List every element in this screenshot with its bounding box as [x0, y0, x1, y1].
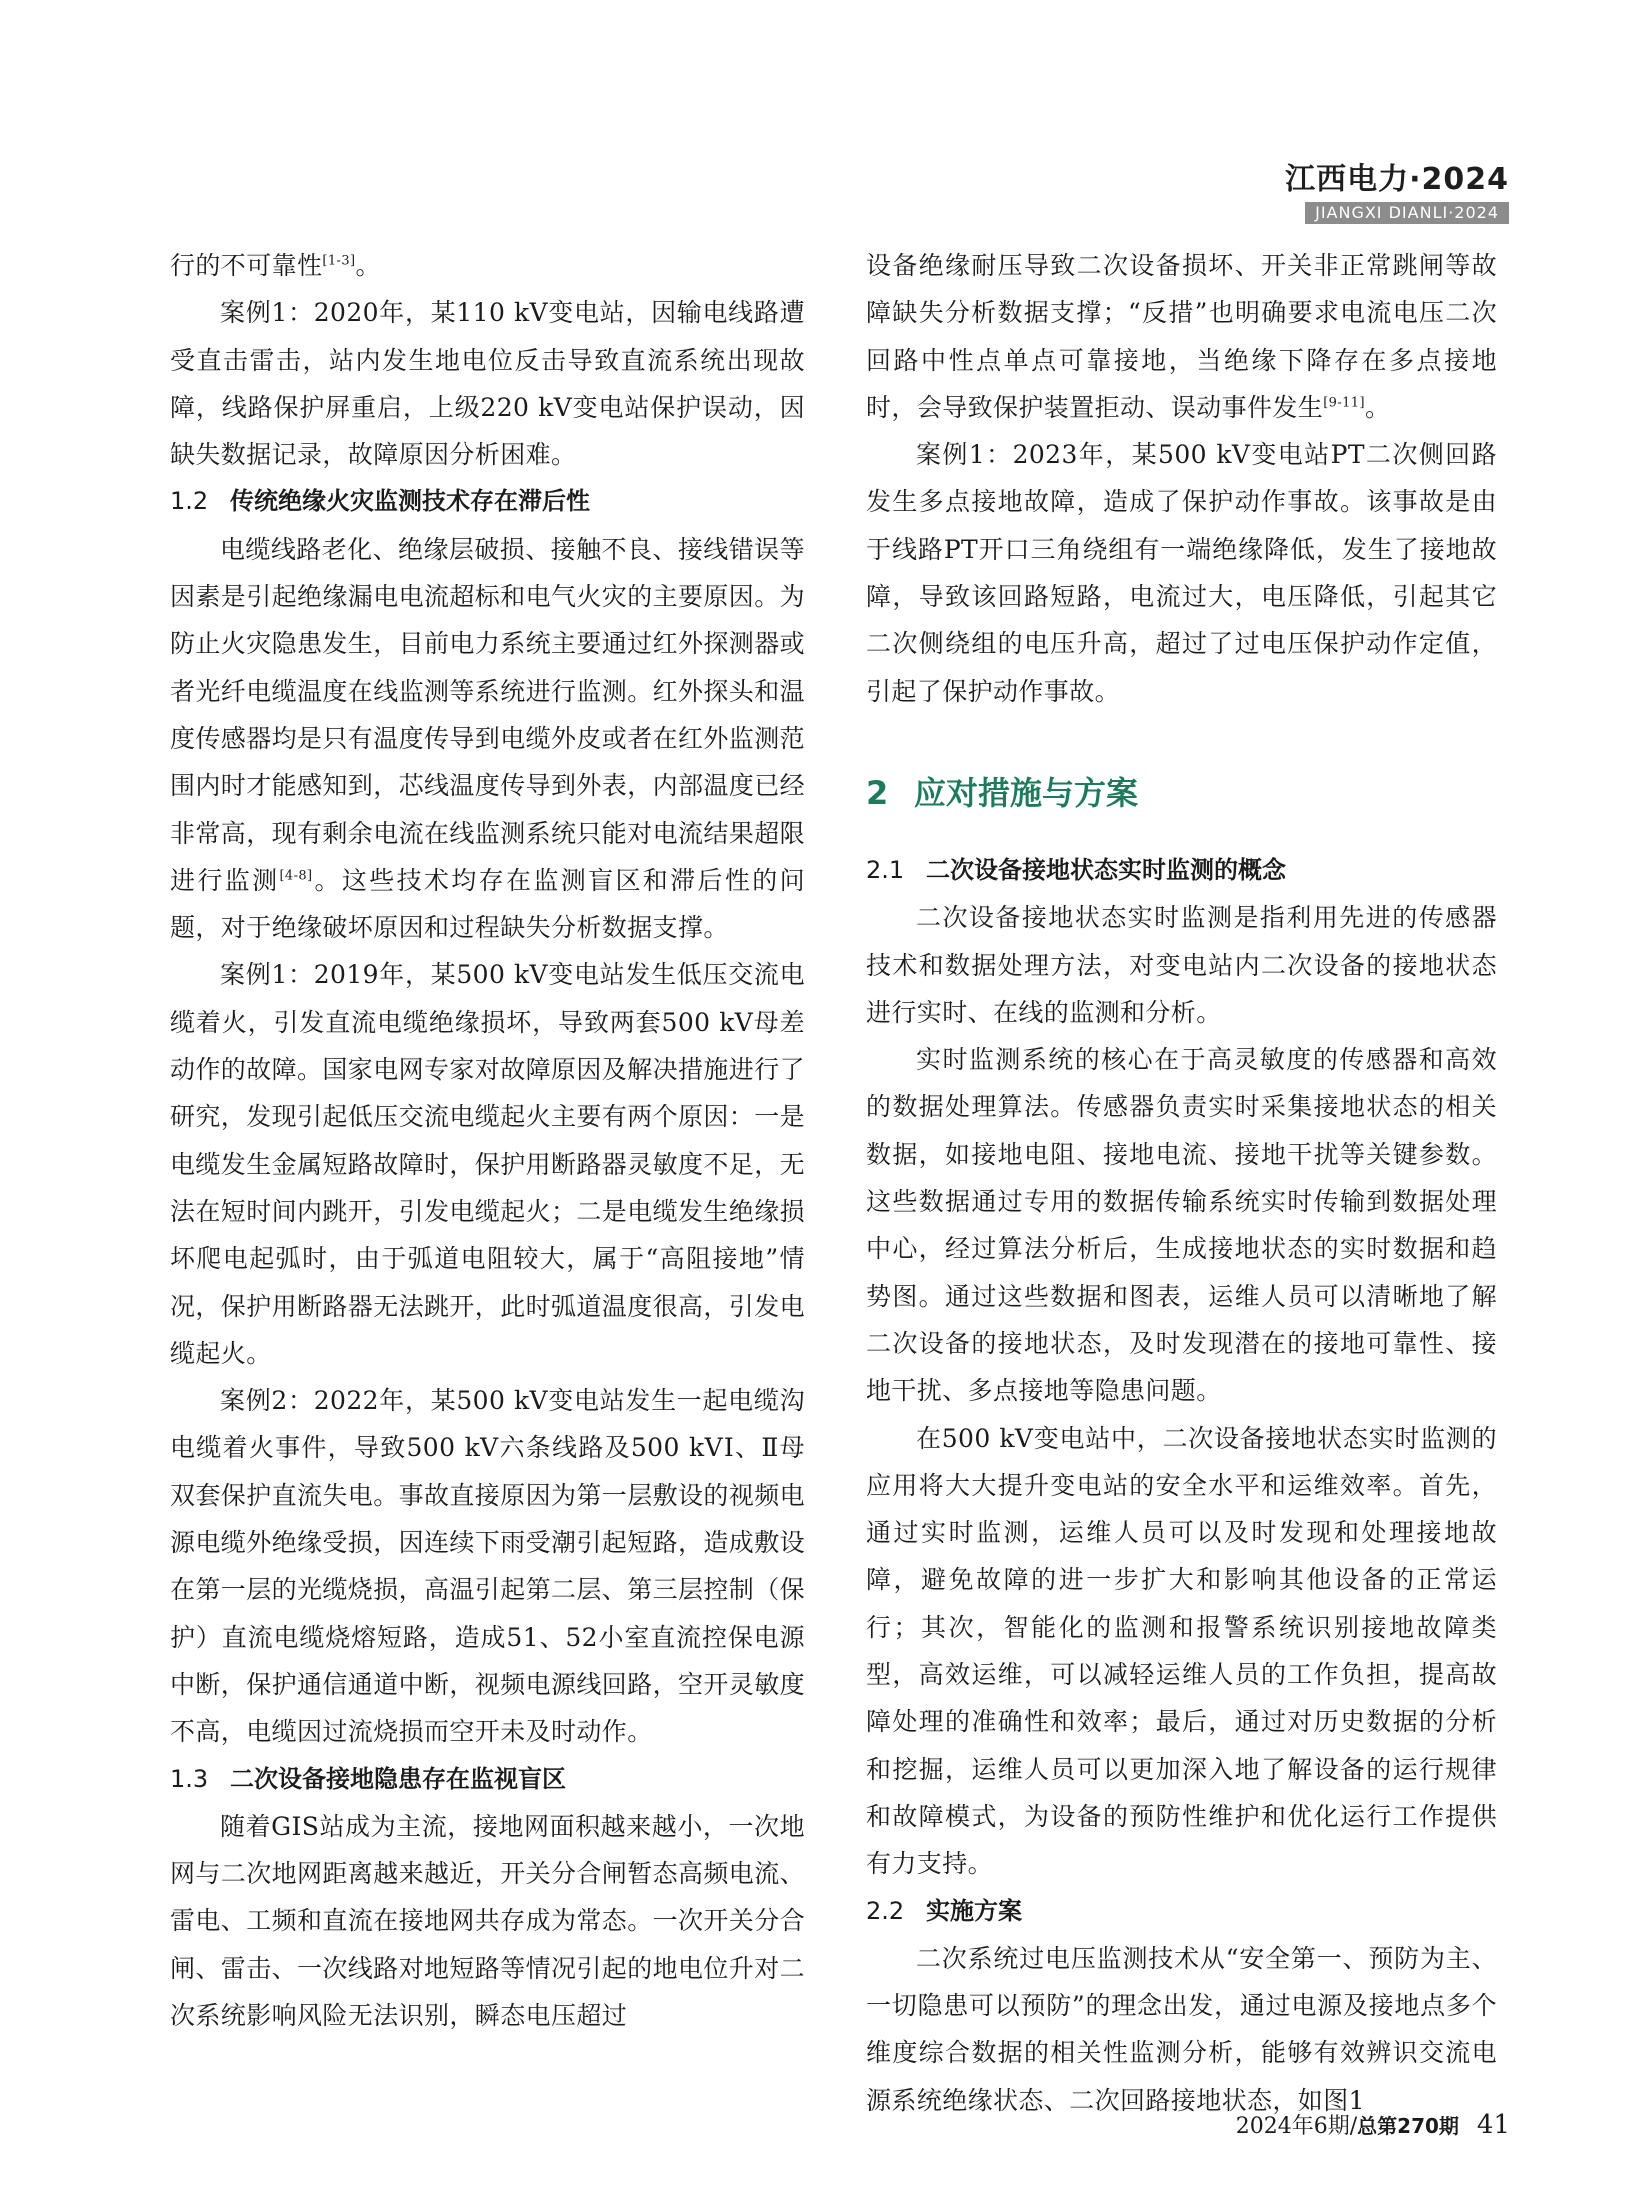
citation-ref: [1-3]	[322, 253, 356, 269]
journal-header	[1285, 162, 1509, 224]
paragraph-text: 。这些技术均存在监测盲区和滞后性的问题，对于绝缘破坏原因和过程缺失分析数据支撑。	[170, 865, 806, 943]
section-title: 传统绝缘火灾监测技术存在滞后性	[230, 487, 590, 516]
journal-subtitle: JIANGXI DIANLI·2024	[1305, 202, 1509, 224]
issue-info: 2024年6期/	[1235, 2114, 1358, 2139]
paragraph: 在500 kV变电站中，二次设备接地状态实时监测的应用将大大提升变电站的安全水平和运维效率。首先，通过实时监测，运维人员可以及时发现和处理接地故障，避免故障的进一步扩大和影响其他设备的正常运行；其次，智能化的监测和报警系统识别接地故障类型，高效运维，可以减轻运维人员的工作负担，提高故障处理的准确性和效率；最后，通过对历史数据的分析和挖掘，运维人员可以更加深入地了解设备的运行规律和故障模式，为设备的预防性维护和优化运行工作提供有力支持。	[866, 1423, 1497, 1879]
section-title: 二次设备接地隐患存在监视盲区	[230, 1764, 566, 1793]
chapter-number: 2	[866, 773, 889, 812]
paragraph-text: 电缆线路老化、绝缘层破损、接触不良、接线错误等因素是引起绝缘漏电电流超标和电气火灾的主要原因。为防止火灾隐患发生，目前电力系统主要通过红外探测器或者光纤电缆温度在线监测等系统进行监测。红外探头和温度传感器均是只有温度传导到电缆外皮或者在红外监测范围内时才能感知到，芯线温度传导到外表，内部温度已经非常高，现有剩余电流在线监测系统只能对电流结果超限进行监测	[170, 534, 806, 895]
paragraph-text: 。	[1364, 392, 1391, 422]
right-column	[866, 242, 1497, 2124]
chapter-heading-2	[866, 769, 1497, 817]
total-issue: 总第270期	[1357, 2114, 1459, 2138]
paragraph: 案例1：2020年，某110 kV变电站，因输电线路遭受直击雷击，站内发生地电位反击导致直流系统出现故障，线路保护屏重启，上级220 kV变电站保护误动，因缺失数据记录，故障原因分析困难。	[170, 298, 805, 470]
paragraph: 二次设备接地状态实时监测是指利用先进的传感器技术和数据处理方法，对变电站内二次设备的接地状态进行实时、在线的监测和分析。	[866, 903, 1497, 1027]
section-heading-2-2	[866, 1888, 1497, 1935]
paragraph	[170, 242, 805, 289]
citation-ref: [4-8]	[279, 868, 313, 884]
page-number: 41	[1476, 2110, 1510, 2140]
chapter-title: 应对措施与方案	[914, 773, 1139, 812]
paragraph: 随着GIS站成为主流，接地网面积越来越小，一次地网与二次地网距离越来越近，开关分合闸暂态高频电流、雷电、工频和直流在接地网共存成为常态。一次开关分合闸、雷击、一次线路对地短路等情况引起的地电位升对二次系统影响风险无法识别，瞬态电压超过	[170, 1811, 806, 2030]
paragraph-text: 行的不可靠性	[170, 251, 323, 280]
paragraph	[866, 242, 1497, 431]
journal-title: 江西电力·2024	[1285, 162, 1509, 197]
paragraph: 案例2：2022年，某500 kV变电站发生一起电缆沟电缆着火事件，导致500 kV六条线路及500 kVⅠ、Ⅱ母双套保护直流失电。事故直接原因为第一层敷设的视频电源电缆外绝缘受损，因连续下雨受潮引起短路，造成敷设在第一层的光缆烧损，高温引起第二层、第三层控制（保护）直流电缆烧熔短路，造成51、52小室直流控保电源中断，保护通信通道中断，视频电源线回路，空开灵敏度不高，电缆因过流烧损而空开未及时动作。	[170, 1386, 806, 1747]
paragraph-text: 设备绝缘耐压导致二次设备损坏、开关非正常跳闸等故障缺失分析数据支撑；“反措”也明确要求电流电压二次回路中性点单点可靠接地，当绝缘下降存在多点接地时，会导致保护装置拒动、误动事件发生	[866, 251, 1497, 422]
paragraph: 实时监测系统的核心在于高灵敏度的传感器和高效的数据处理算法。传感器负责实时采集接地状态的相关数据，如接地电阻、接地电流、接地干扰等关键参数。这些数据通过专用的数据传输系统实时传输到数据处理中心，经过算法分析后，生成接地状态的实时数据和趋势图。通过这些数据和图表，运维人员可以清晰地了解二次设备的接地状态，及时发现潜在的接地可靠性、接地干扰、多点接地等隐患问题。	[866, 1045, 1497, 1406]
paragraph: 案例1：2019年，某500 kV变电站发生低压交流电缆着火，引发直流电缆绝缘损坏，导致两套500 kV母差动作的故障。国家电网专家对故障原因及解决措施进行了研究，发现引起低压交流电缆起火主要有两个原因：一是电缆发生金属短路故障时，保护用断路器灵敏度不足，无法在短时间内跳开，引发电缆起火；二是电缆发生绝缘损坏爬电起弧时，由于弧道电阻较大，属于“高阻接地”情况，保护用断路器无法跳开，此时弧道温度很高，引发电缆起火。	[170, 960, 806, 1368]
page-footer	[1236, 2110, 1510, 2142]
section-heading-2-1	[866, 847, 1497, 894]
left-column	[170, 242, 805, 2039]
paragraph-text: 。	[355, 251, 381, 280]
section-number: 1.2	[170, 487, 209, 516]
citation-ref: [9-11]	[1323, 395, 1365, 411]
section-heading-1-3	[170, 1756, 805, 1803]
paragraph: 二次系统过电压监测技术从“安全第一、预防为主、一切隐患可以预防”的理念出发，通过电源及接地点多个维度综合数据的相关性监测分析，能够有效辨识交流电源系统绝缘状态、二次回路接地状态，如图1	[866, 1943, 1497, 2115]
section-number: 2.2	[866, 1896, 905, 1925]
section-heading-1-2	[170, 478, 805, 525]
section-number: 1.3	[170, 1764, 209, 1793]
section-title: 实施方案	[926, 1896, 1022, 1925]
paragraph: 案例1：2023年，某500 kV变电站PT二次侧回路发生多点接地故障，造成了保护动作事故。该事故是由于线路PT开口三角绕组有一端绝缘降低，发生了接地故障，导致该回路短路，电流过大，电压降低，引起其它二次侧绕组的电压升高，超过了过电压保护动作定值，引起了保护动作事故。	[866, 440, 1497, 706]
section-number: 2.1	[866, 855, 905, 884]
paragraph	[170, 526, 805, 952]
section-title: 二次设备接地状态实时监测的概念	[926, 855, 1286, 884]
